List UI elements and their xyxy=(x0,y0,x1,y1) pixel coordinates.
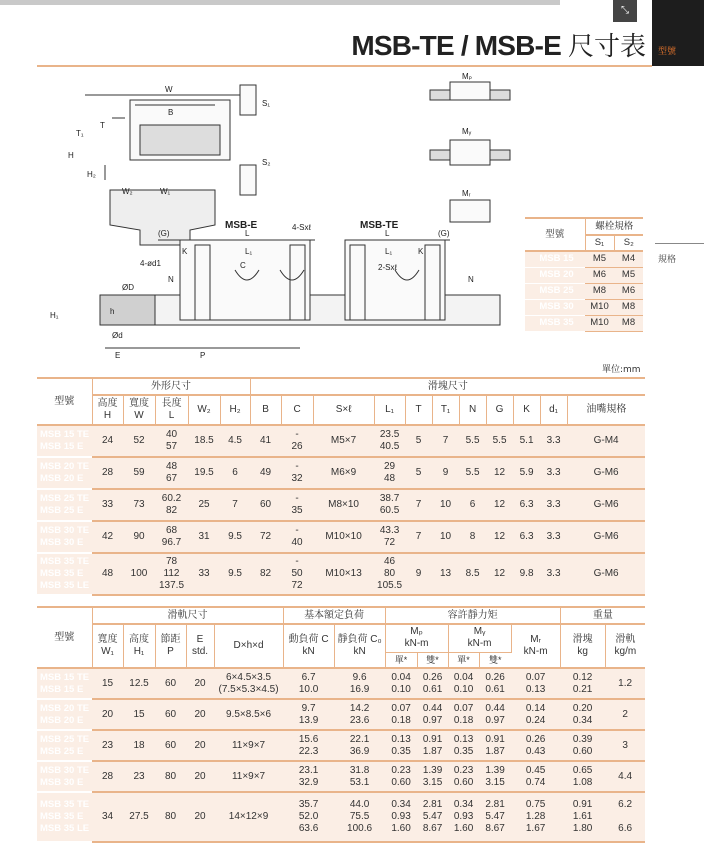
value-cell: 49 xyxy=(250,457,281,489)
value-cell: 44.0 75.5 100.6 xyxy=(334,792,385,842)
value-cell: 100 xyxy=(123,553,155,595)
label-Mr: Mᵣ xyxy=(462,189,471,198)
value-cell: 0.26 0.43 xyxy=(511,730,560,761)
header-col: K xyxy=(513,395,540,425)
header-col: 寬度 W xyxy=(123,395,155,425)
value-cell: M6×9 xyxy=(313,457,374,489)
value-cell: 20 xyxy=(186,730,214,761)
label-N: N xyxy=(168,275,174,284)
value-cell: 7 xyxy=(220,489,250,521)
value-cell: 12 xyxy=(486,553,513,595)
value-cell: 19.5 xyxy=(188,457,220,489)
block-dimension-table xyxy=(37,377,645,596)
value-cell: 3.3 xyxy=(540,489,567,521)
value-cell: 0.44 0.97 xyxy=(417,699,448,730)
value-cell: M10×13 xyxy=(313,553,374,595)
header-model: 型號 xyxy=(37,607,92,668)
value-cell: 73 xyxy=(123,489,155,521)
value-cell: 43.3 72 xyxy=(374,521,405,553)
value-cell: M10×10 xyxy=(313,521,374,553)
value-cell: 82 xyxy=(250,553,281,595)
model-cell: MSB 25 TE MSB 25 E xyxy=(37,489,92,521)
model-cell: MSB 35 TE MSB 35 E MSB 35 LE xyxy=(37,792,92,842)
s1-value: M10 xyxy=(585,315,614,331)
table-row xyxy=(525,283,643,299)
value-cell: 0.23 0.60 xyxy=(448,761,479,792)
value-cell: 6.3 xyxy=(513,489,540,521)
header-col: 油嘴規格 xyxy=(567,395,645,425)
model-cell: MSB 20 TE MSB 20 E xyxy=(37,699,92,730)
header-col: B xyxy=(250,395,281,425)
value-cell: 8.5 xyxy=(459,553,486,595)
value-cell: 23.1 32.9 xyxy=(283,761,334,792)
value-cell: M5×7 xyxy=(313,425,374,457)
value-cell: 5.5 xyxy=(459,457,486,489)
value-cell: 7 xyxy=(432,425,459,457)
title-latin: MSB-TE / MSB-E xyxy=(351,30,561,61)
value-cell: 0.12 0.21 xyxy=(560,668,605,699)
value-cell: 78 112 137.5 xyxy=(155,553,188,595)
table-row xyxy=(525,267,643,283)
value-cell: G-M4 xyxy=(567,425,645,457)
label-4-sxl: 4-Sxℓ xyxy=(292,223,312,232)
value-cell: 6×4.5×3.5 (7.5×5.3×4.5) xyxy=(214,668,283,699)
header-col: 滑塊 kg xyxy=(560,624,605,668)
side-tab-label: 型號 xyxy=(658,47,677,57)
label-E: E xyxy=(115,351,121,360)
value-cell: 0.13 0.35 xyxy=(385,730,417,761)
value-cell: - 50 72 xyxy=(281,553,313,595)
model-cell: MSB 35 TE MSB 35 E MSB 35 LE xyxy=(37,553,92,595)
value-cell: 0.91 1.87 xyxy=(479,730,511,761)
value-cell: 3 xyxy=(605,730,645,761)
header-static-moment: 容許靜力矩 xyxy=(385,607,560,624)
table-row xyxy=(37,730,645,761)
label-C: C xyxy=(240,261,246,270)
value-cell: 12.5 xyxy=(123,668,155,699)
header-weight: 重量 xyxy=(560,607,645,624)
value-cell: 46 80 105.5 xyxy=(374,553,405,595)
value-cell: 9 xyxy=(432,457,459,489)
model-cell: MSB 25 xyxy=(525,283,585,299)
header-col: 動負荷 C kN xyxy=(283,624,334,668)
value-cell: 60.2 82 xyxy=(155,489,188,521)
header-block-dims: 滑塊尺寸 xyxy=(250,378,645,395)
table-row xyxy=(37,489,645,521)
title-rule xyxy=(37,65,652,67)
value-cell: - 26 xyxy=(281,425,313,457)
label-W2: W₂ xyxy=(122,187,133,196)
value-cell: 2 xyxy=(605,699,645,730)
s2-value: M6 xyxy=(614,283,643,299)
value-cell: 28 xyxy=(92,761,123,792)
value-cell: 0.26 0.61 xyxy=(479,668,511,699)
header-rail-dims: 滑軌尺寸 xyxy=(92,607,283,624)
model-cell: MSB 15 TE MSB 15 E xyxy=(37,668,92,699)
value-cell: 0.20 0.34 xyxy=(560,699,605,730)
value-cell: 0.91 1.61 1.80 xyxy=(560,792,605,842)
header-double: 雙* xyxy=(417,652,448,668)
value-cell: 15.6 22.3 xyxy=(283,730,334,761)
model-cell: MSB 30 xyxy=(525,299,585,315)
value-cell: 5 xyxy=(405,425,432,457)
s2-value: M4 xyxy=(614,251,643,267)
bolt-spec-table xyxy=(525,217,643,332)
table-row xyxy=(37,457,645,489)
value-cell: 9.5×8.5×6 xyxy=(214,699,283,730)
value-cell: 0.07 0.18 xyxy=(385,699,417,730)
value-cell: 0.34 0.93 1.60 xyxy=(385,792,417,842)
table-row xyxy=(37,624,645,652)
value-cell: 0.23 0.60 xyxy=(385,761,417,792)
value-cell: 0.65 1.08 xyxy=(560,761,605,792)
label-L-te: L xyxy=(385,229,390,238)
value-cell: 6.2 6.6 xyxy=(605,792,645,842)
value-cell: 12 xyxy=(486,521,513,553)
value-cell: 0.14 0.24 xyxy=(511,699,560,730)
unit-label: 單位:mm xyxy=(602,365,641,375)
value-cell: 10 xyxy=(432,489,459,521)
value-cell: 0.26 0.61 xyxy=(417,668,448,699)
value-cell: 2.81 5.47 8.67 xyxy=(479,792,511,842)
value-cell: 20 xyxy=(186,792,214,842)
header-col: N xyxy=(459,395,486,425)
value-cell: G-M6 xyxy=(567,489,645,521)
label-K-te: K xyxy=(418,247,424,256)
value-cell: 52 xyxy=(123,425,155,457)
label-od: Ød xyxy=(112,331,123,340)
value-cell: - 40 xyxy=(281,521,313,553)
label-W: W xyxy=(165,85,173,94)
label-H1: H₁ xyxy=(50,311,59,320)
header-col: Mᵧ kN-m xyxy=(448,624,511,652)
value-cell: 24 xyxy=(92,425,123,457)
value-cell: 5.9 xyxy=(513,457,540,489)
s2-value: M8 xyxy=(614,299,643,315)
side-tab-panel xyxy=(652,0,704,66)
value-cell: 3.3 xyxy=(540,425,567,457)
technical-drawing xyxy=(40,70,520,360)
table-row xyxy=(37,425,645,457)
side-note: 規格 xyxy=(658,255,677,265)
value-cell: 5.5 xyxy=(486,425,513,457)
value-cell: 1.39 3.15 xyxy=(479,761,511,792)
value-cell: 20 xyxy=(186,699,214,730)
value-cell: - 35 xyxy=(281,489,313,521)
value-cell: 8 xyxy=(459,521,486,553)
table-row xyxy=(37,792,645,842)
label-Mp: Mₚ xyxy=(462,72,473,81)
value-cell: 0.45 0.74 xyxy=(511,761,560,792)
value-cell: 9.5 xyxy=(220,521,250,553)
value-cell: 60 xyxy=(155,668,186,699)
table-row xyxy=(37,668,645,699)
value-cell: 5 xyxy=(405,457,432,489)
label-2-sxl: 2-Sxℓ xyxy=(378,263,398,272)
header-single: 單* xyxy=(448,652,479,668)
value-cell: 0.13 0.35 xyxy=(448,730,479,761)
label-msb-te: MSB-TE xyxy=(360,220,399,231)
value-cell: 12 xyxy=(486,489,513,521)
table-row xyxy=(525,299,643,315)
value-cell: 3.3 xyxy=(540,553,567,595)
value-cell: 12 xyxy=(486,457,513,489)
value-cell: 6.3 xyxy=(513,521,540,553)
value-cell: - 32 xyxy=(281,457,313,489)
value-cell: 11×9×7 xyxy=(214,761,283,792)
table-row xyxy=(37,395,645,425)
value-cell: 27.5 xyxy=(123,792,155,842)
label-msb-e: MSB-E xyxy=(225,220,258,231)
header-col: 滑軌 kg/m xyxy=(605,624,645,668)
value-cell: 15 xyxy=(123,699,155,730)
table-row xyxy=(37,699,645,730)
value-cell: 9.5 xyxy=(220,553,250,595)
table-row xyxy=(37,553,645,595)
label-L: L xyxy=(245,229,250,238)
value-cell: 40 57 xyxy=(155,425,188,457)
value-cell: 5.1 xyxy=(513,425,540,457)
model-cell: MSB 30 TE MSB 30 E xyxy=(37,761,92,792)
header-col: 靜負荷 C₀ kN xyxy=(334,624,385,668)
label-P: P xyxy=(200,351,206,360)
value-cell: 59 xyxy=(123,457,155,489)
value-cell: 18.5 xyxy=(188,425,220,457)
value-cell: 23 xyxy=(92,730,123,761)
value-cell: 68 96.7 xyxy=(155,521,188,553)
header-col: 寬度 W₁ xyxy=(92,624,123,668)
value-cell: G-M6 xyxy=(567,553,645,595)
header-col: 節距 P xyxy=(155,624,186,668)
value-cell: 9.8 xyxy=(513,553,540,595)
value-cell: 29 48 xyxy=(374,457,405,489)
header-col: E std. xyxy=(186,624,214,668)
header-col: 高度 H₁ xyxy=(123,624,155,668)
header-col: Mₚ kN-m xyxy=(385,624,448,652)
value-cell: M8×10 xyxy=(313,489,374,521)
value-cell: 0.39 0.60 xyxy=(560,730,605,761)
table-row xyxy=(525,251,643,267)
value-cell: 35.7 52.0 63.6 xyxy=(283,792,334,842)
page-title xyxy=(351,26,646,63)
header-col: d₁ xyxy=(540,395,567,425)
value-cell: G-M6 xyxy=(567,457,645,489)
label-T: T xyxy=(100,121,105,130)
value-cell: 20 xyxy=(186,668,214,699)
header-model: 型號 xyxy=(525,218,585,251)
value-cell: 1.2 xyxy=(605,668,645,699)
model-cell: MSB 20 xyxy=(525,267,585,283)
table-row xyxy=(37,521,645,553)
value-cell: 72 xyxy=(250,521,281,553)
value-cell: 48 xyxy=(92,553,123,595)
value-cell: 22.1 36.9 xyxy=(334,730,385,761)
header-col: Mᵣ kN-m xyxy=(511,624,560,668)
header-col: T₁ xyxy=(432,395,459,425)
label-G-te: (G) xyxy=(438,229,450,238)
value-cell: 0.75 1.28 1.67 xyxy=(511,792,560,842)
model-cell: MSB 15 TE MSB 15 E xyxy=(37,425,92,457)
value-cell: 0.04 0.10 xyxy=(448,668,479,699)
header-col: 高度 H xyxy=(92,395,123,425)
header-col: H₂ xyxy=(220,395,250,425)
value-cell: 33 xyxy=(92,489,123,521)
value-cell: 10 xyxy=(432,521,459,553)
header-rated-load: 基本額定負荷 xyxy=(283,607,385,624)
value-cell: 0.91 1.87 xyxy=(417,730,448,761)
value-cell: 3.3 xyxy=(540,457,567,489)
label-B: B xyxy=(168,108,174,117)
header-col: C xyxy=(281,395,313,425)
value-cell: 1.39 3.15 xyxy=(417,761,448,792)
model-cell: MSB 20 TE MSB 20 E xyxy=(37,457,92,489)
value-cell: 6.7 10.0 xyxy=(283,668,334,699)
value-cell: 0.07 0.18 xyxy=(448,699,479,730)
value-cell: 3.3 xyxy=(540,521,567,553)
header-s1: S₁ xyxy=(585,235,614,251)
s2-value: M8 xyxy=(614,315,643,331)
label-N-te: N xyxy=(468,275,474,284)
model-cell: MSB 35 xyxy=(525,315,585,331)
header-double: 雙* xyxy=(479,652,511,668)
shrink-icon[interactable]: ⤡ xyxy=(613,0,637,22)
value-cell: 41 xyxy=(250,425,281,457)
header-model: 型號 xyxy=(37,378,92,425)
value-cell: 4.5 xyxy=(220,425,250,457)
value-cell: 9.7 13.9 xyxy=(283,699,334,730)
header-s2: S₂ xyxy=(614,235,643,251)
label-S1: S₁ xyxy=(262,99,271,108)
value-cell: 80 xyxy=(155,761,186,792)
value-cell: 0.34 0.93 1.60 xyxy=(448,792,479,842)
value-cell: 28 xyxy=(92,457,123,489)
value-cell: 23.5 40.5 xyxy=(374,425,405,457)
table-row xyxy=(525,218,643,235)
value-cell: 25 xyxy=(188,489,220,521)
top-scroll-strip xyxy=(0,0,560,5)
header-outer-dims: 外形尺寸 xyxy=(92,378,250,395)
value-cell: 0.07 0.13 xyxy=(511,668,560,699)
header-single: 單* xyxy=(385,652,417,668)
s1-value: M10 xyxy=(585,299,614,315)
value-cell: 4.4 xyxy=(605,761,645,792)
value-cell: 90 xyxy=(123,521,155,553)
value-cell: 23 xyxy=(123,761,155,792)
value-cell: 60 xyxy=(155,730,186,761)
value-cell: 13 xyxy=(432,553,459,595)
label-G: (G) xyxy=(158,229,170,238)
s1-value: M8 xyxy=(585,283,614,299)
label-H: H xyxy=(68,151,74,160)
value-cell: 11×9×7 xyxy=(214,730,283,761)
value-cell: 31.8 53.1 xyxy=(334,761,385,792)
label-L1: L₁ xyxy=(245,247,253,256)
value-cell: 0.44 0.97 xyxy=(479,699,511,730)
s1-value: M5 xyxy=(585,251,614,267)
header-col: 長度 L xyxy=(155,395,188,425)
label-My: Mᵧ xyxy=(462,127,472,136)
value-cell: 14.2 23.6 xyxy=(334,699,385,730)
value-cell: 7 xyxy=(405,521,432,553)
value-cell: 0.04 0.10 xyxy=(385,668,417,699)
label-4-od1: 4-ød1 xyxy=(140,259,161,268)
value-cell: 48 67 xyxy=(155,457,188,489)
label-T1: T₁ xyxy=(76,129,84,138)
table-row xyxy=(37,761,645,792)
value-cell: 60 xyxy=(155,699,186,730)
model-cell: MSB 15 xyxy=(525,251,585,267)
value-cell: 7 xyxy=(405,489,432,521)
header-col: S×ℓ xyxy=(313,395,374,425)
header-col: T xyxy=(405,395,432,425)
title-cjk: 尺寸表 xyxy=(567,32,646,62)
value-cell: 38.7 60.5 xyxy=(374,489,405,521)
value-cell: 9 xyxy=(405,553,432,595)
value-cell: 5.5 xyxy=(459,425,486,457)
value-cell: 6 xyxy=(459,489,486,521)
header-col: L₁ xyxy=(374,395,405,425)
value-cell: 6 xyxy=(220,457,250,489)
s1-value: M6 xyxy=(585,267,614,283)
header-col: W₂ xyxy=(188,395,220,425)
value-cell: 9.6 16.9 xyxy=(334,668,385,699)
side-divider xyxy=(655,243,704,244)
label-L1-te: L₁ xyxy=(385,247,393,256)
label-S2: S₂ xyxy=(262,158,271,167)
value-cell: 80 xyxy=(155,792,186,842)
value-cell: 18 xyxy=(123,730,155,761)
label-h: h xyxy=(110,307,115,316)
table-row xyxy=(37,607,645,624)
s2-value: M5 xyxy=(614,267,643,283)
label-H2: H₂ xyxy=(87,170,96,179)
table-row xyxy=(37,378,645,395)
rail-load-table xyxy=(37,606,645,843)
value-cell: 60 xyxy=(250,489,281,521)
value-cell: 2.81 5.47 8.67 xyxy=(417,792,448,842)
model-cell: MSB 30 TE MSB 30 E xyxy=(37,521,92,553)
label-K: K xyxy=(182,247,188,256)
table-row xyxy=(525,315,643,331)
value-cell: 14×12×9 xyxy=(214,792,283,842)
value-cell: 20 xyxy=(186,761,214,792)
value-cell: 31 xyxy=(188,521,220,553)
label-W1: W₁ xyxy=(160,187,171,196)
value-cell: 20 xyxy=(92,699,123,730)
header-col: G xyxy=(486,395,513,425)
value-cell: 34 xyxy=(92,792,123,842)
header-bolt-spec: 螺栓規格 xyxy=(585,218,643,235)
header-col: D×h×d xyxy=(214,624,283,668)
model-cell: MSB 25 TE MSB 25 E xyxy=(37,730,92,761)
value-cell: 42 xyxy=(92,521,123,553)
value-cell: 33 xyxy=(188,553,220,595)
value-cell: G-M6 xyxy=(567,521,645,553)
label-OD: ØD xyxy=(122,283,134,292)
value-cell: 15 xyxy=(92,668,123,699)
